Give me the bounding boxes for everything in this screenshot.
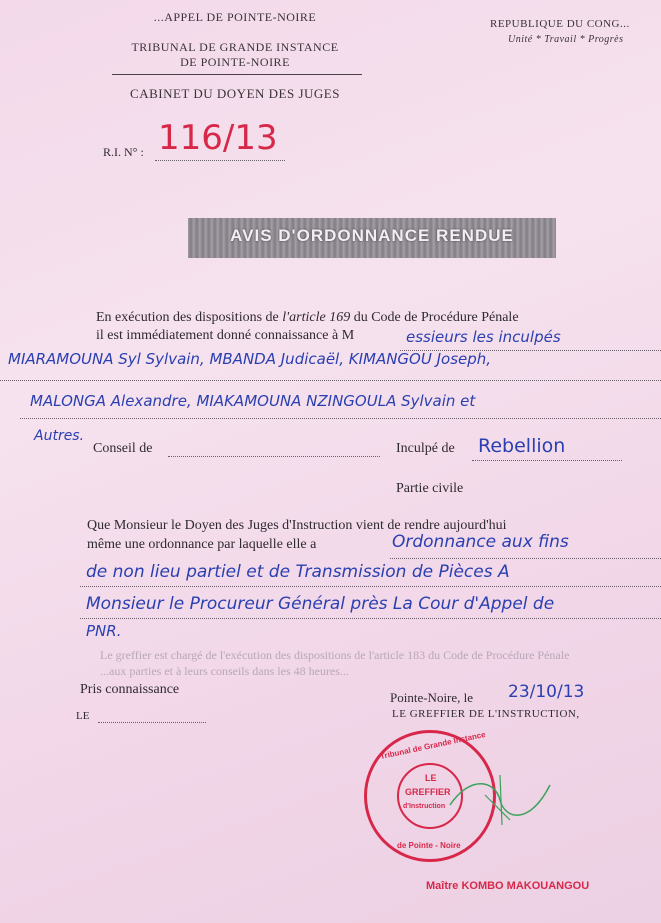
accused-line-1: MIARAMOUNA Syl Sylvain, MBANDA Judicaël, KIMANGOU Joseph, (8, 350, 492, 368)
court-appeal-line: ...APPEL DE POINTE-NOIRE (153, 10, 317, 24)
inculpe-label: Inculpé de (396, 441, 455, 456)
para1-line1 (96, 310, 519, 326)
stamp-inner-3: d'Instruction (403, 803, 446, 810)
ordonnance-hand-3: Monsieur le Procureur Général près La Cour d'Appel de (86, 594, 555, 614)
faded-line-2: ...aux parties et à leurs conseils dans les 48 heures... (100, 664, 349, 678)
para2-line2: même une ordonnance par laquelle elle a (87, 537, 317, 552)
ordonnance-hand-4: PNR. (86, 622, 122, 640)
partie-civile-label: Partie civile (396, 481, 464, 496)
para1-hand-addressee: essieurs les inculpés (406, 328, 561, 346)
greffier-signature (440, 765, 560, 835)
le-label: LE (76, 710, 90, 722)
para2-line1: Que Monsieur le Doyen des Juges d'Instruction vient de rendre aujourd'hui (87, 518, 507, 533)
inculpe-charge: Rebellion (478, 435, 566, 457)
ri-number: 116/13 (158, 118, 278, 158)
stamp-inner-2: GREFFIER (405, 787, 451, 797)
document-title: AVIS D'ORDONNANCE RENDUE (230, 226, 514, 245)
ri-label: R.I. N° : (103, 145, 144, 159)
para1-article: l'article 169 (282, 310, 351, 325)
tribunal-city-line: DE POINTE-NOIRE (180, 55, 290, 69)
para1-text-b: du Code de Procédure Pénale (353, 310, 519, 325)
place-date-label: Pointe-Noire, le (390, 690, 474, 705)
tribunal-line: TRIBUNAL DE GRANDE INSTANCE (131, 40, 339, 54)
ordonnance-hand-1: Ordonnance aux fins (392, 532, 569, 552)
greffier-name-stamp: Maître KOMBO MAKOUANGOU (426, 880, 590, 892)
pris-connaissance: Pris connaissance (80, 682, 180, 697)
para1-line2: il est immédiatement donné connaissance à M (96, 328, 355, 343)
signing-date: 23/10/13 (508, 682, 585, 702)
ordonnance-hand-2: de non lieu partiel et de Transmission de Pièces A (86, 562, 510, 582)
accused-line-2: MALONGA Alexandre, MIAKAMOUNA NZINGOULA Sylvain et (30, 392, 476, 410)
accused-line-3: Autres. (34, 428, 85, 444)
para1-text-a: En exécution des dispositions de (96, 310, 279, 325)
motto-line: Unité * Travail * Progrès (508, 34, 624, 45)
stamp-outer-top: Tribunal de Grande Instance (379, 729, 487, 762)
republic-line: REPUBLIQUE DU CONG... (490, 18, 630, 30)
conseil-label: Conseil de (93, 441, 153, 456)
stamp-outer-bottom: de Pointe - Noire (397, 841, 461, 850)
stamp-inner-1: LE (425, 773, 437, 783)
faded-line-1: Le greffier est chargé de l'exécution des dispositions de l'article 183 du Code de Procédure Pénale (100, 648, 570, 662)
cabinet-line: CABINET DU DOYEN DES JUGES (130, 86, 340, 101)
greffier-title: LE GREFFIER DE L'INSTRUCTION, (392, 708, 580, 720)
